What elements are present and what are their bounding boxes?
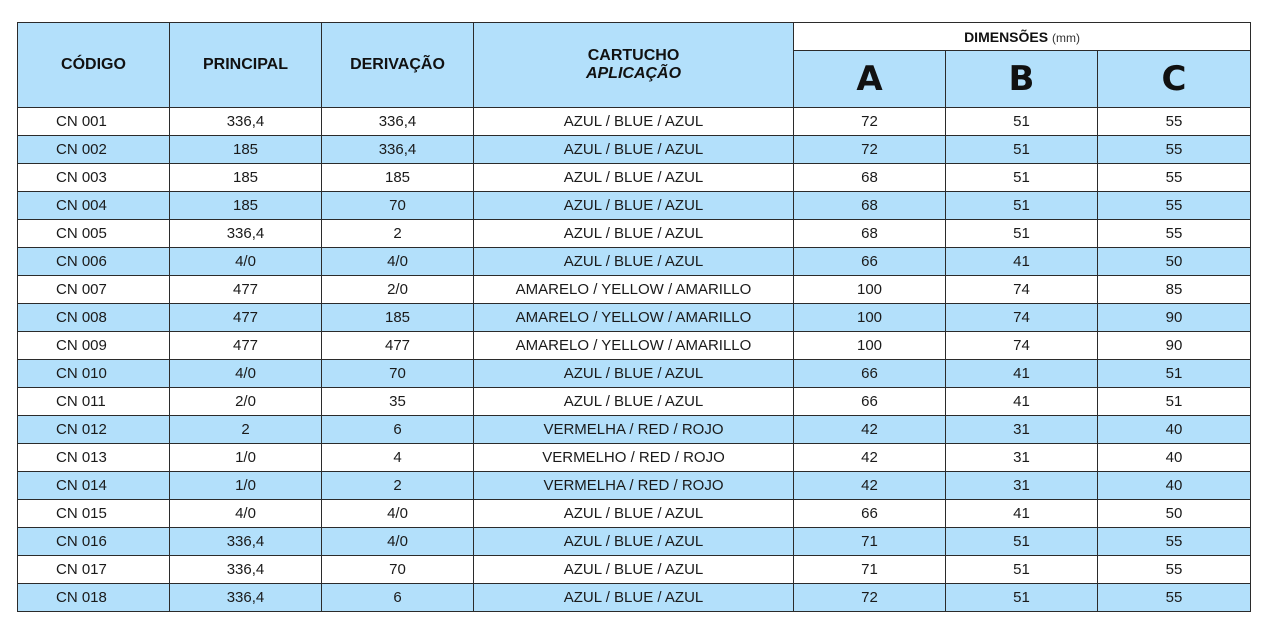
cell-codigo: CN 004 — [18, 192, 170, 220]
cell-dim-c: 51 — [1098, 360, 1251, 388]
table-row — [18, 388, 1251, 416]
cell-principal: 477 — [170, 276, 322, 304]
cell-dim-a: 68 — [794, 164, 946, 192]
table-row — [18, 528, 1251, 556]
cell-dim-a: 66 — [794, 248, 946, 276]
cell-cartucho: AZUL / BLUE / AZUL — [474, 248, 794, 276]
cell-dim-c: 50 — [1098, 500, 1251, 528]
cell-dim-c: 40 — [1098, 416, 1251, 444]
cell-dim-b: 31 — [946, 416, 1098, 444]
table-row — [18, 164, 1251, 192]
cell-cartucho: AZUL / BLUE / AZUL — [474, 528, 794, 556]
table-row — [18, 584, 1251, 612]
cell-principal: 336,4 — [170, 556, 322, 584]
cell-dim-b: 41 — [946, 388, 1098, 416]
cell-derivacao: 70 — [322, 556, 474, 584]
cell-dim-a: 100 — [794, 332, 946, 360]
cell-principal: 477 — [170, 304, 322, 332]
cell-dim-b: 51 — [946, 220, 1098, 248]
cell-dim-c: 40 — [1098, 444, 1251, 472]
cell-dim-a: 68 — [794, 192, 946, 220]
cell-dim-a: 71 — [794, 556, 946, 584]
cell-derivacao: 2 — [322, 220, 474, 248]
cell-dim-b: 51 — [946, 136, 1098, 164]
cell-cartucho: AZUL / BLUE / AZUL — [474, 556, 794, 584]
cell-cartucho: AZUL / BLUE / AZUL — [474, 108, 794, 136]
cell-cartucho: AZUL / BLUE / AZUL — [474, 500, 794, 528]
cell-cartucho: AMARELO / YELLOW / AMARILLO — [474, 332, 794, 360]
cell-dim-c: 55 — [1098, 556, 1251, 584]
cell-principal: 4/0 — [170, 360, 322, 388]
cell-codigo: CN 016 — [18, 528, 170, 556]
cell-codigo: CN 010 — [18, 360, 170, 388]
header-dim-a: A — [794, 51, 946, 108]
cell-dim-b: 74 — [946, 276, 1098, 304]
cell-dim-b: 51 — [946, 164, 1098, 192]
cell-principal: 2 — [170, 416, 322, 444]
table-row — [18, 360, 1251, 388]
cell-principal: 336,4 — [170, 528, 322, 556]
cell-principal: 4/0 — [170, 500, 322, 528]
cell-dim-c: 55 — [1098, 164, 1251, 192]
cell-cartucho: VERMELHA / RED / ROJO — [474, 416, 794, 444]
cell-principal: 336,4 — [170, 584, 322, 612]
cell-derivacao: 185 — [322, 304, 474, 332]
table-header — [18, 23, 1251, 108]
cell-dim-c: 51 — [1098, 388, 1251, 416]
cell-cartucho: AZUL / BLUE / AZUL — [474, 192, 794, 220]
cell-cartucho: AZUL / BLUE / AZUL — [474, 164, 794, 192]
cell-derivacao: 4 — [322, 444, 474, 472]
cell-dim-b: 31 — [946, 444, 1098, 472]
cell-dim-c: 55 — [1098, 192, 1251, 220]
cell-derivacao: 4/0 — [322, 500, 474, 528]
cell-dim-c: 50 — [1098, 248, 1251, 276]
cell-codigo: CN 009 — [18, 332, 170, 360]
header-principal: PRINCIPAL — [170, 23, 322, 108]
cell-dim-c: 55 — [1098, 108, 1251, 136]
connector-dimensions-table — [17, 22, 1251, 612]
cell-dim-c: 55 — [1098, 528, 1251, 556]
cell-derivacao: 6 — [322, 416, 474, 444]
header-cartucho — [474, 23, 794, 108]
cell-dim-b: 74 — [946, 332, 1098, 360]
cell-cartucho: AZUL / BLUE / AZUL — [474, 220, 794, 248]
table-row — [18, 416, 1251, 444]
cell-dim-a: 72 — [794, 108, 946, 136]
header-codigo: CÓDIGO — [18, 23, 170, 108]
cell-cartucho: VERMELHA / RED / ROJO — [474, 472, 794, 500]
cell-codigo: CN 017 — [18, 556, 170, 584]
cell-codigo: CN 011 — [18, 388, 170, 416]
cell-principal: 1/0 — [170, 472, 322, 500]
cell-dim-b: 31 — [946, 472, 1098, 500]
table-row — [18, 444, 1251, 472]
cell-cartucho: AMARELO / YELLOW / AMARILLO — [474, 304, 794, 332]
cell-dim-a: 66 — [794, 388, 946, 416]
cell-derivacao: 70 — [322, 192, 474, 220]
cell-cartucho: AZUL / BLUE / AZUL — [474, 136, 794, 164]
cell-codigo: CN 007 — [18, 276, 170, 304]
cell-dim-b: 51 — [946, 108, 1098, 136]
cell-dim-a: 42 — [794, 472, 946, 500]
cell-dim-b: 41 — [946, 360, 1098, 388]
cell-dim-c: 55 — [1098, 584, 1251, 612]
table-row — [18, 304, 1251, 332]
cell-dim-b: 51 — [946, 528, 1098, 556]
cell-dim-a: 66 — [794, 500, 946, 528]
cell-derivacao: 2/0 — [322, 276, 474, 304]
cell-dim-a: 72 — [794, 584, 946, 612]
cell-dim-a: 42 — [794, 444, 946, 472]
cell-cartucho: VERMELHO / RED / ROJO — [474, 444, 794, 472]
cell-derivacao: 477 — [322, 332, 474, 360]
table-row — [18, 220, 1251, 248]
table-row — [18, 192, 1251, 220]
cell-dim-c: 55 — [1098, 220, 1251, 248]
connector-dimensions-table-container — [17, 22, 1250, 612]
cell-derivacao: 4/0 — [322, 248, 474, 276]
cell-derivacao: 6 — [322, 584, 474, 612]
header-aplicacao-label: APLICAÇÃO — [585, 65, 682, 82]
cell-dim-b: 51 — [946, 556, 1098, 584]
header-dim-c: C — [1098, 51, 1251, 108]
cell-codigo: CN 006 — [18, 248, 170, 276]
cell-principal: 185 — [170, 136, 322, 164]
cell-dim-a: 68 — [794, 220, 946, 248]
cell-derivacao: 70 — [322, 360, 474, 388]
cell-derivacao: 2 — [322, 472, 474, 500]
cell-dim-c: 55 — [1098, 136, 1251, 164]
cell-cartucho: AZUL / BLUE / AZUL — [474, 360, 794, 388]
cell-dim-b: 41 — [946, 500, 1098, 528]
cell-derivacao: 336,4 — [322, 108, 474, 136]
table-row — [18, 248, 1251, 276]
cell-codigo: CN 013 — [18, 444, 170, 472]
table-row — [18, 276, 1251, 304]
header-derivacao: DERIVAÇÃO — [322, 23, 474, 108]
table-row — [18, 136, 1251, 164]
cell-dim-a: 100 — [794, 276, 946, 304]
cell-codigo: CN 018 — [18, 584, 170, 612]
cell-principal: 336,4 — [170, 220, 322, 248]
table-row — [18, 108, 1251, 136]
cell-dim-c: 90 — [1098, 332, 1251, 360]
cell-dim-c: 85 — [1098, 276, 1251, 304]
cell-dim-a: 100 — [794, 304, 946, 332]
cell-dim-a: 71 — [794, 528, 946, 556]
cell-dim-a: 42 — [794, 416, 946, 444]
cell-codigo: CN 002 — [18, 136, 170, 164]
cell-dim-b: 51 — [946, 584, 1098, 612]
cell-derivacao: 185 — [322, 164, 474, 192]
cell-dim-a: 72 — [794, 136, 946, 164]
cell-principal: 1/0 — [170, 444, 322, 472]
cell-codigo: CN 012 — [18, 416, 170, 444]
table-row — [18, 500, 1251, 528]
header-cartucho-label: CARTUCHO — [587, 47, 680, 64]
cell-codigo: CN 001 — [18, 108, 170, 136]
cell-derivacao: 4/0 — [322, 528, 474, 556]
cell-derivacao: 336,4 — [322, 136, 474, 164]
cell-cartucho: AZUL / BLUE / AZUL — [474, 388, 794, 416]
cell-dim-c: 40 — [1098, 472, 1251, 500]
cell-dim-b: 41 — [946, 248, 1098, 276]
header-dim-b: B — [946, 51, 1098, 108]
cell-principal: 185 — [170, 192, 322, 220]
cell-dim-a: 66 — [794, 360, 946, 388]
header-dimensoes — [794, 23, 1251, 51]
cell-codigo: CN 005 — [18, 220, 170, 248]
cell-principal: 2/0 — [170, 388, 322, 416]
table-row — [18, 472, 1251, 500]
header-row-1 — [18, 23, 1251, 51]
header-dimensoes-label: DIMENSÕES — [964, 28, 1049, 45]
table-body — [18, 108, 1251, 612]
cell-dim-c: 90 — [1098, 304, 1251, 332]
table-row — [18, 556, 1251, 584]
cell-dim-b: 74 — [946, 304, 1098, 332]
cell-principal: 336,4 — [170, 108, 322, 136]
cell-principal: 4/0 — [170, 248, 322, 276]
cell-principal: 477 — [170, 332, 322, 360]
cell-codigo: CN 014 — [18, 472, 170, 500]
header-dimensoes-unit: (mm) — [1051, 30, 1080, 45]
cell-codigo: CN 015 — [18, 500, 170, 528]
cell-cartucho: AZUL / BLUE / AZUL — [474, 584, 794, 612]
cell-dim-b: 51 — [946, 192, 1098, 220]
cell-cartucho: AMARELO / YELLOW / AMARILLO — [474, 276, 794, 304]
cell-derivacao: 35 — [322, 388, 474, 416]
cell-codigo: CN 003 — [18, 164, 170, 192]
cell-principal: 185 — [170, 164, 322, 192]
cell-codigo: CN 008 — [18, 304, 170, 332]
table-row — [18, 332, 1251, 360]
